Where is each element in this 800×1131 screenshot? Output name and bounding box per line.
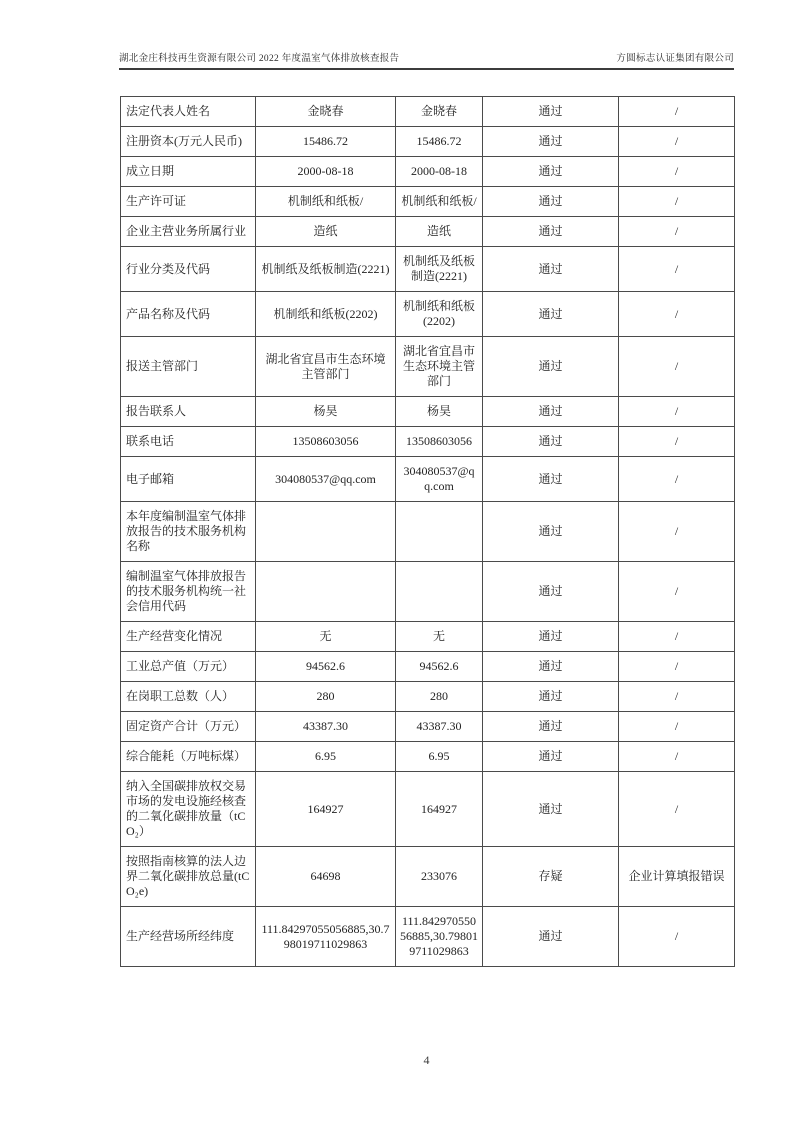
reported-value bbox=[256, 502, 396, 562]
conclusion-value: 通过 bbox=[483, 622, 619, 652]
remark-value: / bbox=[619, 292, 735, 337]
verified-value: 无 bbox=[396, 622, 483, 652]
reported-value: 杨昊 bbox=[256, 397, 396, 427]
remark-value: / bbox=[619, 217, 735, 247]
reported-value bbox=[256, 562, 396, 622]
conclusion-value: 通过 bbox=[483, 337, 619, 397]
remark-value: / bbox=[619, 712, 735, 742]
remark-value: 企业计算填报错误 bbox=[619, 847, 735, 907]
table-row bbox=[121, 742, 735, 772]
verified-value: 杨昊 bbox=[396, 397, 483, 427]
table-row bbox=[121, 187, 735, 217]
conclusion-value: 通过 bbox=[483, 292, 619, 337]
remark-value: / bbox=[619, 187, 735, 217]
verification-table bbox=[120, 96, 735, 967]
conclusion-value: 通过 bbox=[483, 742, 619, 772]
row-label: 成立日期 bbox=[121, 157, 256, 187]
row-label: 在岗职工总数（人） bbox=[121, 682, 256, 712]
reported-value: 43387.30 bbox=[256, 712, 396, 742]
verified-value bbox=[396, 562, 483, 622]
conclusion-value: 通过 bbox=[483, 217, 619, 247]
remark-value: / bbox=[619, 397, 735, 427]
row-label: 电子邮箱 bbox=[121, 457, 256, 502]
header-right-title: 方圆标志认证集团有限公司 bbox=[616, 54, 734, 64]
verification-table-body bbox=[121, 97, 735, 967]
reported-value: 13508603056 bbox=[256, 427, 396, 457]
table-row bbox=[121, 562, 735, 622]
reported-value: 304080537@qq.com bbox=[256, 457, 396, 502]
remark-value: / bbox=[619, 502, 735, 562]
verified-value: 机制纸及纸板制造(2221) bbox=[396, 247, 483, 292]
row-label: 按照指南核算的法人边界二氧化碳排放总量(tCO₂e) bbox=[121, 847, 256, 907]
conclusion-value: 通过 bbox=[483, 682, 619, 712]
page-number: 4 bbox=[423, 1053, 430, 1067]
reported-value: 2000-08-18 bbox=[256, 157, 396, 187]
table-row bbox=[121, 682, 735, 712]
reported-value: 111.84297055056885,30.798019711029863 bbox=[256, 907, 396, 967]
row-label: 生产许可证 bbox=[121, 187, 256, 217]
remark-value: / bbox=[619, 247, 735, 292]
reported-value: 机制纸和纸板(2202) bbox=[256, 292, 396, 337]
verified-value: 金晓春 bbox=[396, 97, 483, 127]
conclusion-value: 通过 bbox=[483, 247, 619, 292]
verified-value: 43387.30 bbox=[396, 712, 483, 742]
table-row bbox=[121, 292, 735, 337]
conclusion-value: 通过 bbox=[483, 502, 619, 562]
row-label: 产品名称及代码 bbox=[121, 292, 256, 337]
reported-value: 94562.6 bbox=[256, 652, 396, 682]
header-left-title: 湖北金庄科技再生资源有限公司 2022 年度温室气体排放核查报告 bbox=[119, 54, 400, 64]
conclusion-value: 通过 bbox=[483, 397, 619, 427]
row-label: 生产经营变化情况 bbox=[121, 622, 256, 652]
verified-value: 280 bbox=[396, 682, 483, 712]
table-row bbox=[121, 772, 735, 847]
page-header bbox=[119, 50, 734, 70]
verified-value: 94562.6 bbox=[396, 652, 483, 682]
row-label: 报送主管部门 bbox=[121, 337, 256, 397]
remark-value: / bbox=[619, 742, 735, 772]
row-label: 行业分类及代码 bbox=[121, 247, 256, 292]
row-label: 报告联系人 bbox=[121, 397, 256, 427]
row-label: 本年度编制温室气体排放报告的技术服务机构名称 bbox=[121, 502, 256, 562]
table-row bbox=[121, 217, 735, 247]
verified-value: 湖北省宜昌市生态环境主管部门 bbox=[396, 337, 483, 397]
row-label: 综合能耗（万吨标煤） bbox=[121, 742, 256, 772]
reported-value: 无 bbox=[256, 622, 396, 652]
table-row bbox=[121, 97, 735, 127]
table-row bbox=[121, 652, 735, 682]
row-label: 纳入全国碳排放权交易市场的发电设施经核查的二氧化碳排放量（tCO₂） bbox=[121, 772, 256, 847]
row-label: 生产经营场所经纬度 bbox=[121, 907, 256, 967]
table-row bbox=[121, 907, 735, 967]
reported-value: 机制纸及纸板制造(2221) bbox=[256, 247, 396, 292]
remark-value: / bbox=[619, 772, 735, 847]
conclusion-value: 通过 bbox=[483, 427, 619, 457]
conclusion-value: 通过 bbox=[483, 772, 619, 847]
reported-value: 164927 bbox=[256, 772, 396, 847]
row-label: 工业总产值（万元） bbox=[121, 652, 256, 682]
reported-value: 15486.72 bbox=[256, 127, 396, 157]
table-row bbox=[121, 397, 735, 427]
reported-value: 造纸 bbox=[256, 217, 396, 247]
remark-value: / bbox=[619, 652, 735, 682]
remark-value: / bbox=[619, 457, 735, 502]
reported-value: 280 bbox=[256, 682, 396, 712]
table-row bbox=[121, 712, 735, 742]
remark-value: / bbox=[619, 562, 735, 622]
conclusion-value: 通过 bbox=[483, 127, 619, 157]
table-row bbox=[121, 247, 735, 292]
remark-value: / bbox=[619, 622, 735, 652]
conclusion-value: 通过 bbox=[483, 157, 619, 187]
remark-value: / bbox=[619, 157, 735, 187]
verified-value: 6.95 bbox=[396, 742, 483, 772]
verified-value: 13508603056 bbox=[396, 427, 483, 457]
verified-value: 233076 bbox=[396, 847, 483, 907]
row-label: 注册资本(万元人民币) bbox=[121, 127, 256, 157]
remark-value: / bbox=[619, 907, 735, 967]
verified-value bbox=[396, 502, 483, 562]
reported-value: 机制纸和纸板/ bbox=[256, 187, 396, 217]
conclusion-value: 通过 bbox=[483, 457, 619, 502]
table-row bbox=[121, 502, 735, 562]
table-row bbox=[121, 337, 735, 397]
row-label: 编制温室气体排放报告的技术服务机构统一社会信用代码 bbox=[121, 562, 256, 622]
verified-value: 机制纸和纸板(2202) bbox=[396, 292, 483, 337]
table-row bbox=[121, 127, 735, 157]
verified-value: 机制纸和纸板/ bbox=[396, 187, 483, 217]
table-row bbox=[121, 427, 735, 457]
remark-value: / bbox=[619, 682, 735, 712]
conclusion-value: 通过 bbox=[483, 187, 619, 217]
row-label: 法定代表人姓名 bbox=[121, 97, 256, 127]
conclusion-value: 通过 bbox=[483, 652, 619, 682]
reported-value: 6.95 bbox=[256, 742, 396, 772]
conclusion-value: 通过 bbox=[483, 712, 619, 742]
table-row bbox=[121, 157, 735, 187]
row-label: 企业主营业务所属行业 bbox=[121, 217, 256, 247]
remark-value: / bbox=[619, 97, 735, 127]
table-row bbox=[121, 457, 735, 502]
reported-value: 湖北省宜昌市生态环境主管部门 bbox=[256, 337, 396, 397]
verified-value: 2000-08-18 bbox=[396, 157, 483, 187]
verified-value: 111.84297055056885,30.798019711029863 bbox=[396, 907, 483, 967]
remark-value: / bbox=[619, 427, 735, 457]
row-label: 固定资产合计（万元） bbox=[121, 712, 256, 742]
remark-value: / bbox=[619, 337, 735, 397]
conclusion-value: 通过 bbox=[483, 97, 619, 127]
conclusion-value: 通过 bbox=[483, 907, 619, 967]
conclusion-value: 通过 bbox=[483, 562, 619, 622]
reported-value: 64698 bbox=[256, 847, 396, 907]
verified-value: 15486.72 bbox=[396, 127, 483, 157]
reported-value: 金晓春 bbox=[256, 97, 396, 127]
verified-value: 造纸 bbox=[396, 217, 483, 247]
row-label: 联系电话 bbox=[121, 427, 256, 457]
verified-value: 164927 bbox=[396, 772, 483, 847]
remark-value: / bbox=[619, 127, 735, 157]
table-row bbox=[121, 622, 735, 652]
conclusion-value: 存疑 bbox=[483, 847, 619, 907]
table-row bbox=[121, 847, 735, 907]
verified-value: 304080537@qq.com bbox=[396, 457, 483, 502]
